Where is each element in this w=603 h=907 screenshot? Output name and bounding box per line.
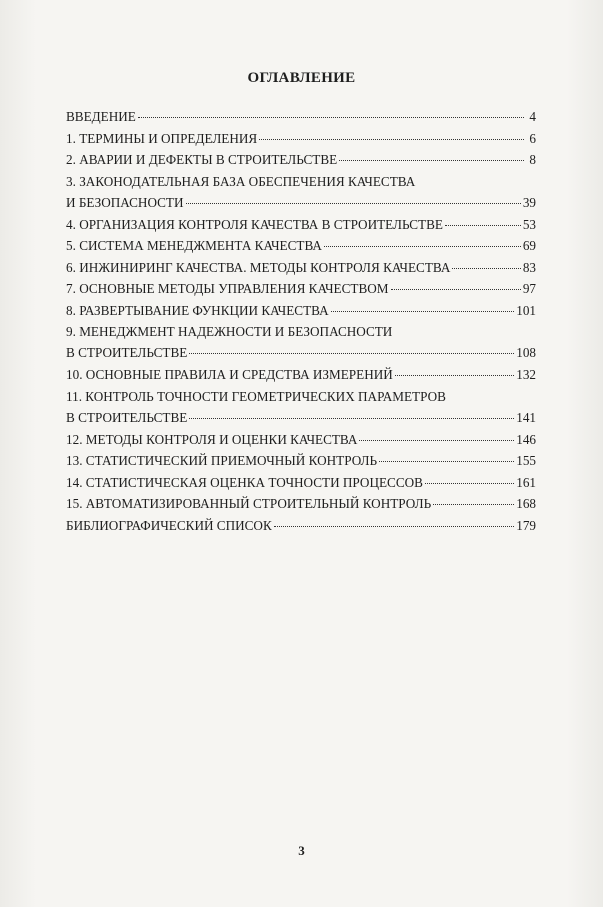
toc-dot-leader bbox=[324, 246, 521, 247]
toc-entry-row bbox=[66, 300, 536, 321]
toc-entry bbox=[66, 278, 536, 300]
toc-entry-page: 6 bbox=[529, 130, 536, 146]
toc-dot-leader bbox=[189, 353, 514, 354]
toc-entry-row bbox=[66, 149, 536, 170]
table-of-contents bbox=[66, 106, 536, 536]
toc-dot-leader bbox=[331, 311, 515, 312]
toc-entry-page: 168 bbox=[516, 496, 536, 511]
toc-dot-leader bbox=[259, 139, 524, 140]
toc-entry-title: 8. РАЗВЕРТЫВАНИЕ ФУНКЦИИ КАЧЕСТВА bbox=[66, 302, 329, 318]
toc-entry-page: 132 bbox=[516, 367, 536, 382]
toc-entry-row bbox=[66, 257, 536, 278]
toc-entry bbox=[66, 149, 536, 171]
toc-entry-page: 141 bbox=[516, 409, 536, 425]
toc-entry bbox=[66, 450, 536, 472]
toc-entry-title: 2. АВАРИИ И ДЕФЕКТЫ В СТРОИТЕЛЬСТВЕ bbox=[66, 152, 338, 167]
toc-entry bbox=[66, 300, 536, 322]
toc-entry-row bbox=[66, 407, 536, 428]
toc-entry-title: В СТРОИТЕЛЬСТВЕ bbox=[66, 409, 188, 425]
toc-entry-page: 4 bbox=[529, 109, 536, 124]
toc-entry bbox=[66, 171, 536, 214]
toc-entry bbox=[66, 364, 536, 386]
toc-entry-row bbox=[66, 364, 536, 385]
toc-entry-title-line1: 11. КОНТРОЛЬ ТОЧНОСТИ ГЕОМЕТРИЧЕСКИХ ПАРАМЕТРОВ bbox=[66, 388, 446, 404]
toc-entry-page: 53 bbox=[522, 216, 536, 232]
toc-entry bbox=[66, 321, 536, 364]
toc-dot-leader bbox=[452, 268, 520, 269]
toc-entry-title-line1: 9. МЕНЕДЖМЕНТ НАДЕЖНОСТИ И БЕЗОПАСНОСТИ bbox=[66, 324, 393, 339]
toc-entry-row bbox=[66, 235, 536, 256]
toc-entry bbox=[66, 515, 536, 537]
toc-entry-title: БИБЛИОГРАФИЧЕСКИЙ СПИСОК bbox=[66, 517, 272, 533]
toc-entry-page: 101 bbox=[516, 302, 536, 318]
toc-entry bbox=[66, 386, 536, 429]
toc-dot-leader bbox=[274, 526, 514, 527]
toc-entry-row bbox=[66, 493, 536, 514]
toc-dot-leader bbox=[391, 289, 521, 290]
toc-entry-page: 161 bbox=[516, 474, 536, 490]
toc-entry-row bbox=[66, 278, 536, 299]
toc-entry-title: 12. МЕТОДЫ КОНТРОЛЯ И ОЦЕНКИ КАЧЕСТВА bbox=[66, 431, 358, 447]
toc-entry-row bbox=[66, 214, 536, 235]
toc-entry-title: 10. ОСНОВНЫЕ ПРАВИЛА И СРЕДСТВА ИЗМЕРЕНИЙ bbox=[66, 367, 393, 382]
toc-entry-page: 155 bbox=[516, 453, 536, 468]
toc-dot-leader bbox=[189, 418, 514, 419]
toc-entry-page: 146 bbox=[516, 431, 536, 447]
toc-entry-title: 4. ОРГАНИЗАЦИЯ КОНТРОЛЯ КАЧЕСТВА В СТРОИТЕЛЬСТВЕ bbox=[66, 216, 443, 232]
toc-entry-title: 14. СТАТИСТИЧЕСКАЯ ОЦЕНКА ТОЧНОСТИ ПРОЦЕССОВ bbox=[66, 474, 423, 490]
toc-entry-row bbox=[66, 128, 536, 149]
toc-entry-title: 13. СТАТИСТИЧЕСКИЙ ПРИЕМОЧНЫЙ КОНТРОЛЬ bbox=[66, 453, 378, 468]
toc-entry-title: В СТРОИТЕЛЬСТВЕ bbox=[66, 345, 188, 360]
toc-entry bbox=[66, 493, 536, 515]
toc-entry-title: 6. ИНЖИНИРИНГ КАЧЕСТВА. МЕТОДЫ КОНТРОЛЯ КАЧЕСТВА bbox=[66, 259, 451, 275]
toc-dot-leader bbox=[186, 203, 521, 204]
toc-entry-row bbox=[66, 515, 536, 536]
toc-dot-leader bbox=[339, 160, 524, 161]
toc-entry-title: 7. ОСНОВНЫЕ МЕТОДЫ УПРАВЛЕНИЯ КАЧЕСТВОМ bbox=[66, 281, 389, 296]
toc-entry-row bbox=[66, 106, 536, 127]
toc-entry bbox=[66, 106, 536, 128]
toc-entry-page: 108 bbox=[516, 345, 536, 360]
toc-entry bbox=[66, 257, 536, 279]
toc-entry-page: 83 bbox=[522, 259, 536, 275]
toc-entry-title: 15. АВТОМАТИЗИРОВАННЫЙ СТРОИТЕЛЬНЫЙ КОНТРОЛЬ bbox=[66, 496, 432, 511]
toc-entry-row bbox=[66, 472, 536, 493]
toc-entry-title: 1. ТЕРМИНЫ И ОПРЕДЕЛЕНИЯ bbox=[66, 130, 258, 146]
toc-dot-leader bbox=[445, 225, 521, 226]
toc-dot-leader bbox=[379, 461, 514, 462]
toc-entry-row bbox=[66, 450, 536, 471]
toc-entry bbox=[66, 128, 536, 150]
toc-entry-page: 39 bbox=[522, 194, 536, 210]
toc-entry-row bbox=[66, 342, 536, 363]
toc-entry-page: 69 bbox=[522, 238, 536, 253]
toc-entry bbox=[66, 472, 536, 494]
toc-entry bbox=[66, 429, 536, 451]
toc-dot-leader bbox=[359, 440, 514, 441]
page-number: 3 bbox=[298, 843, 305, 858]
toc-entry-page: 97 bbox=[522, 281, 536, 296]
toc-entry-title: И БЕЗОПАСНОСТИ bbox=[66, 194, 184, 210]
toc-entry-row bbox=[66, 429, 536, 450]
toc-entry-page: 8 bbox=[529, 152, 536, 167]
toc-entry-title: ВВЕДЕНИЕ bbox=[66, 109, 136, 124]
toc-dot-leader bbox=[433, 504, 514, 505]
toc-entry-title: 5. СИСТЕМА МЕНЕДЖМЕНТА КАЧЕСТВА bbox=[66, 238, 322, 253]
toc-dot-leader bbox=[138, 117, 524, 118]
toc-entry bbox=[66, 235, 536, 257]
toc-heading: ОГЛАВЛЕНИЕ bbox=[247, 70, 356, 86]
toc-entry-page: 179 bbox=[516, 517, 536, 533]
toc-entry bbox=[66, 214, 536, 236]
toc-entry-row bbox=[66, 192, 536, 213]
toc-dot-leader bbox=[395, 375, 514, 376]
toc-entry-title-line1: 3. ЗАКОНОДАТЕЛЬНАЯ БАЗА ОБЕСПЕЧЕНИЯ КАЧЕСТВА bbox=[66, 173, 416, 189]
toc-dot-leader bbox=[425, 483, 514, 484]
